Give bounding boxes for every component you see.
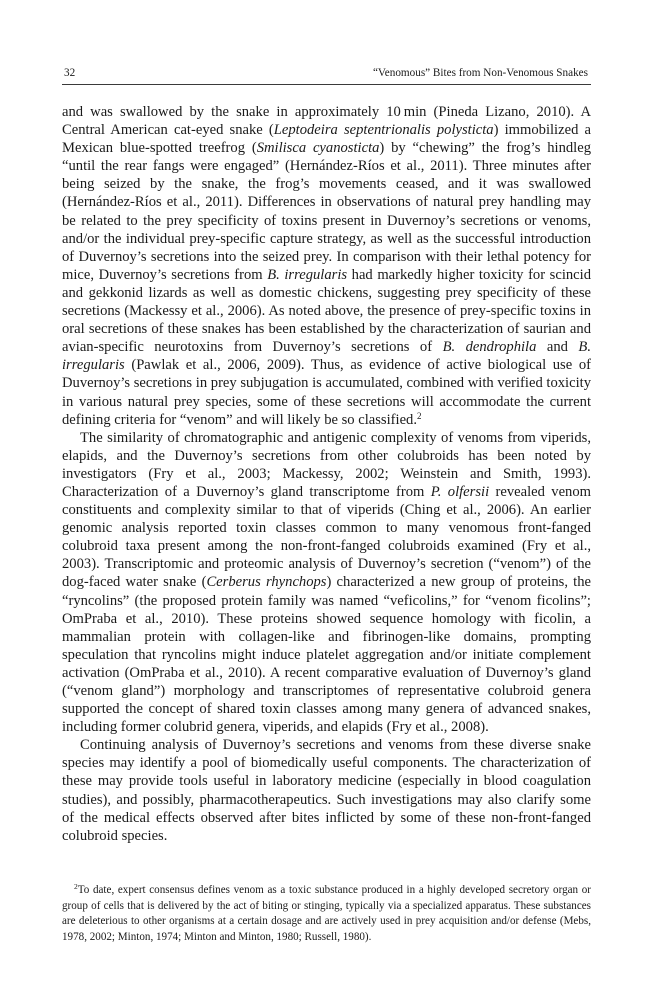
text-run: ) characterized a new group of proteins, the “ryncolins” (the proposed protein family was named “veficolins,” for “venom ficolins”; OmPraba et al., 2010). These proteins showed sequence homology with ficolin, a mammalian protein with collagen-like and fibrinogen-like domains, prompting speculation that ryncolins might induce platelet aggregation and/or initiate complement activation (OmPraba et al., 2010). A recent comparative evaluation of Duvernoy’s gland (“venom gland”) morphology and transcriptomes of representative colubroid genera supported the concept of shared toxin classes among many genera of advanced snakes, including former colubrid genera, viperids, and elapids (Fry et al., 2008). [62, 574, 591, 736]
paragraph [62, 429, 591, 737]
text-run: and was swallowed by the snake in approximately 10 min (Pineda Lizano, 2010). A Central American cat-eyed snake ( [62, 104, 591, 139]
species-name: B. dendrophila [442, 339, 537, 356]
text-run: Continuing analysis of Duvernoy’s secretions and venoms from these diverse snake species may identify a pool of biomedically useful components. The characterization of these may provide tools useful in laboratory medicine (especially in blood coagulation studies), and possibly, pharmacotherapeutics. Such investigations may also clarify some of the medical effects observed after bites inflicted by some of these non-front-fanged colubroid species. [62, 737, 591, 844]
species-name: B. irregularis [267, 266, 348, 283]
main-text [62, 103, 591, 845]
text-run: revealed venom constituents and complexity similar to that of viperids (Ching et al., 2006). An earlier genomic analysis reported toxin classes common to many venomous front-fanged colubroid taxa present among the non-front-fanged colubroids examined (Fry et al., 2003). Transcriptomic and proteomic analysis of Duvernoy’s secretion (“venom”) of the dog-faced water snake ( [62, 483, 592, 591]
text-run: (Pawlak et al., 2006, 2009). Thus, as evidence of active biological use of Duvernoy’s secretions in prey subjugation is accumulated, combined with verified toxicity in various natural prey species, some of these secretions will accommodate the current defining criteria for “venom” and will likely be so classified. [62, 357, 591, 428]
species-name: B. irregularis [62, 339, 591, 374]
footnotes [62, 883, 591, 945]
paragraph [62, 736, 591, 845]
species-name: Cerberus rhynchops [206, 574, 327, 591]
text-run: ) immobilized a Mexican blue-spotted treefrog ( [62, 122, 591, 157]
text-run: The similarity of chromatographic and antigenic complexity of venoms from viperids, elapids, and the Duvernoy’s secretions from other colubroids has been noted by investigators (Fry et al., 2003; Mackessy, 2002; Weinstein and Smith, 1993). Characterization of a Duvernoy’s gland transcriptome from [62, 429, 591, 500]
running-title: “Venomous” Bites from Non-Venomous Snakes [372, 67, 588, 79]
footnote-mark: 2 [74, 882, 78, 891]
species-name: Smilisca cyanosticta [256, 140, 380, 157]
species-name: P. olfersii [430, 483, 490, 500]
page-number: 32 [64, 67, 76, 79]
text-run: ) by “chewing” the frog’s hindleg “until the rear fangs were engaged” (Hernández-Ríos et al., 2011). Three minutes after being seized by the snake, the frog’s movements ceased, and it was swallowed (Hernández-Ríos et al., 2011). Differences in observations of natural prey handling may be related to the prey specificity of toxins present in Duvernoy’s secretions or venoms, and/or the individual prey-specific capture strategy, as well as the successful introduction of Duvernoy’s secretions into the seized prey. In comparison with their lethal potency for mice, Duvernoy’s secretions from [62, 140, 591, 283]
species-name: Leptodeira septentrionalis polysticta [273, 122, 494, 139]
footnote-reference: 2 [417, 410, 422, 421]
running-header [64, 66, 588, 82]
text-run: had markedly higher toxicity for scincid and gekkonid lizards as well as domestic chickens, suggesting prey specificity of these secretions (Mackessy et al., 2006). As noted above, the presence of prey-specific toxins in oral secretions of these snakes has been established by the characterization of saurian and avian-specific neurotoxins from Duvernoy’s secretions of [62, 266, 592, 356]
footnote-text: To date, expert consensus defines venom as a toxic substance produced in a highly developed secretory organ or group of cells that is delivered by the act of biting or stinging, typically via a specialized apparatus. These substances are deleterious to other organisms at a certain dosage and are actively used in prey acquisition and/or defense (Mebs, 1978, 2002; Minton, 1974; Minton and Minton, 1980; Russell, 1980). [62, 884, 591, 943]
footnote [62, 883, 591, 945]
header-rule [62, 84, 591, 85]
paragraph [62, 103, 591, 429]
text-run: and [536, 339, 579, 356]
